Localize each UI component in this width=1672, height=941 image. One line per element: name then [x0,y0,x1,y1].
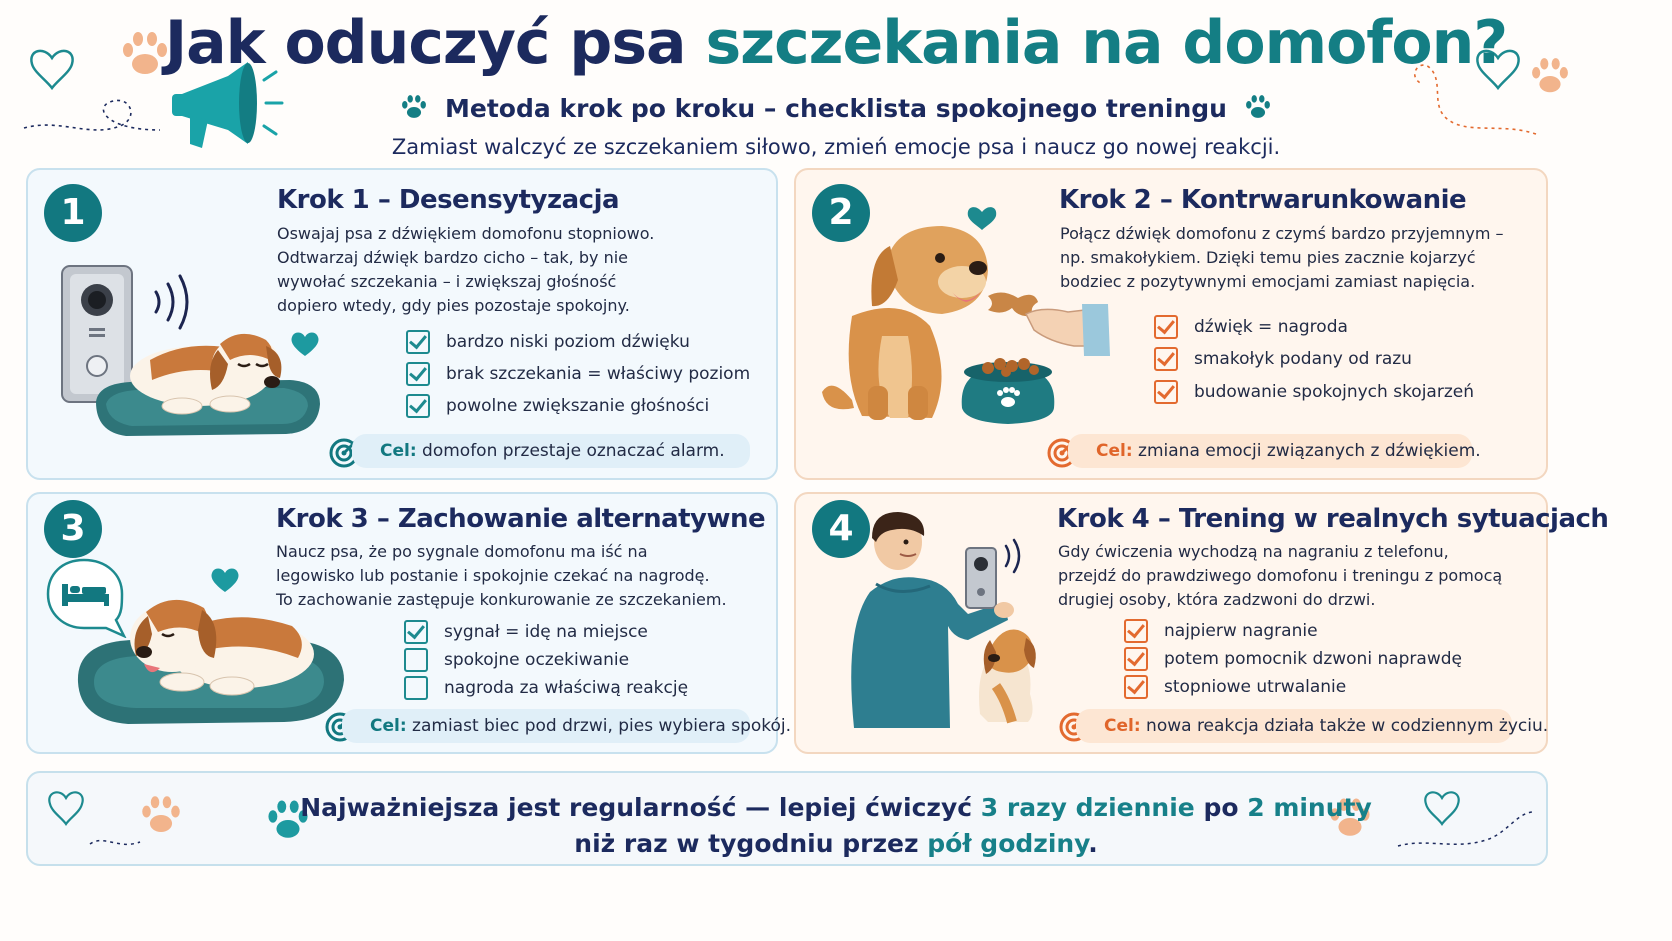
footer-text: Najważniejsza jest regularność — lepiej ćwiczyć [300,793,981,822]
checkbox[interactable] [1154,347,1178,371]
step-title: Krok 3 – Zachowanie alternatywne [276,504,766,534]
checkbox[interactable] [1124,647,1148,671]
checkbox[interactable] [406,330,430,354]
step-number-badge: 4 [812,500,870,558]
checklist-label: sygnał = idę na miejsce [444,622,648,642]
checkbox[interactable] [1154,315,1178,339]
footer-highlight: 2 minuty [1247,793,1372,822]
goal-text: zmiana emocji związanych z dźwiękiem. [1132,441,1481,461]
checklist-item [1154,347,1412,371]
goal-banner [342,709,792,743]
checkbox[interactable] [404,648,428,672]
checkbox[interactable] [1154,380,1178,404]
heart-icon [290,330,320,358]
footer-text: . [1088,829,1098,858]
title-part-2: szczekania na domofon? [705,8,1508,78]
description-line: legowisko lub postanie i spokojnie czekać na nagrodę. [276,566,710,585]
checkbox[interactable] [1124,675,1148,699]
description-line: np. smakołykiem. Dzięki temu pies zacznie kojarzyć [1060,248,1476,267]
description-line: drugiej osoby, która zadzwoni do drzwi. [1058,590,1376,609]
title-part-1: Jak oduczyć psa [164,8,706,78]
checklist-label: dźwięk = nagroda [1194,317,1348,337]
step-description [276,540,756,612]
checklist-item [406,362,750,386]
paw-icon [1243,94,1273,120]
goal-text: nowa reakcja działa także w codziennym życiu. [1140,716,1549,736]
goal-label: Cel: [1104,716,1141,736]
checklist-label: najpierw nagranie [1164,621,1318,641]
goal-text: domofon przestaje oznaczać alarm. [416,441,725,461]
footer-message [0,790,1672,862]
goal-label: Cel: [380,441,417,461]
goal-banner [352,434,750,468]
checklist-label: stopniowe utrwalanie [1164,677,1347,697]
goal-text: zamiast biec pod drzwi, pies wybiera spokój. [406,716,792,736]
person-illustration [836,508,1072,730]
page-subtitle [0,94,1672,123]
description-line: przejdź do prawdziwego domofonu i treningu z pomocą [1058,566,1503,585]
checklist-item [1154,315,1348,339]
goal-label: Cel: [1096,441,1133,461]
checklist-item [1154,380,1474,404]
heart-icon [210,566,240,594]
footer-text: niż raz w tygodniu przez [574,829,928,858]
checklist-item [404,676,688,700]
step-number-badge: 2 [812,184,870,242]
checkbox[interactable] [406,362,430,386]
checklist-item [406,394,709,418]
checkbox[interactable] [404,620,428,644]
checklist-item [406,330,690,354]
checklist-item [1124,675,1346,699]
checklist-item [1124,647,1462,671]
description-line: wywołać szczekania – i zwiększaj głośność [277,272,617,291]
checklist-item [404,648,629,672]
step-description [277,222,747,318]
footer-line-2 [0,826,1672,862]
goal-banner [1068,434,1481,468]
checklist-label: potem pomocnik dzwoni naprawdę [1164,649,1462,669]
checklist-label: brak szczekania = właściwy poziom [446,364,751,384]
description-line: bodziec z pozytywnymi emocjami zamiast napięcia. [1060,272,1476,291]
checklist-label: powolne zwiększanie głośności [446,396,710,416]
checkbox[interactable] [404,676,428,700]
checklist-label: bardzo niski poziom dźwięku [446,332,690,352]
subtitle-text: Metoda krok po kroku – checklista spokojnego treningu [445,94,1227,123]
description-line: Odtwarzaj dźwięk bardzo cicho – tak, by nie [277,248,628,267]
description-line: Naucz psa, że po sygnale domofonu ma iść na [276,542,648,561]
checklist-item [404,620,648,644]
step-description [1060,222,1540,294]
goal-banner [1076,709,1549,743]
checklist-label: nagroda za właściwą reakcję [444,678,689,698]
step-title: Krok 2 – Kontrwarunkowanie [1059,185,1467,215]
description-line: To zachowanie zastępuje konkurowanie ze szczekaniem. [276,590,727,609]
paw-icon [399,94,429,120]
footer-highlight: 3 razy dziennie [980,793,1195,822]
goal-label: Cel: [370,716,407,736]
checklist-label: smakołyk podany od razu [1194,349,1412,369]
description-line: Oswajaj psa z dźwiękiem domofonu stopniowo. [277,224,655,243]
footer-text: po [1194,793,1248,822]
checkbox[interactable] [1124,619,1148,643]
checklist-label: budowanie spokojnych skojarzeń [1194,382,1474,402]
page-tagline: Zamiast walczyć ze szczekaniem siłowo, zmień emocje psa i naucz go nowej reakcji. [391,135,1281,159]
checklist-item [1124,619,1318,643]
footer-highlight: pół godziny [927,829,1089,858]
page-title [0,8,1672,78]
step-number-badge: 3 [44,500,102,558]
footer-line-1 [0,790,1672,826]
description-line: dopiero wtedy, gdy pies pozostaje spokojny. [277,296,630,315]
step-title: Krok 4 – Trening w realnych sytuacjach [1057,504,1609,534]
checklist-label: spokojne oczekiwanie [444,650,630,670]
step-description [1058,540,1538,612]
step-title: Krok 1 – Desensytyzacja [277,185,620,215]
checkbox[interactable] [406,394,430,418]
description-line: Połącz dźwięk domofonu z czymś bardzo przyjemnym – [1060,224,1504,243]
description-line: Gdy ćwiczenia wychodzą na nagraniu z telefonu, [1058,542,1449,561]
step-number-badge: 1 [44,184,102,242]
